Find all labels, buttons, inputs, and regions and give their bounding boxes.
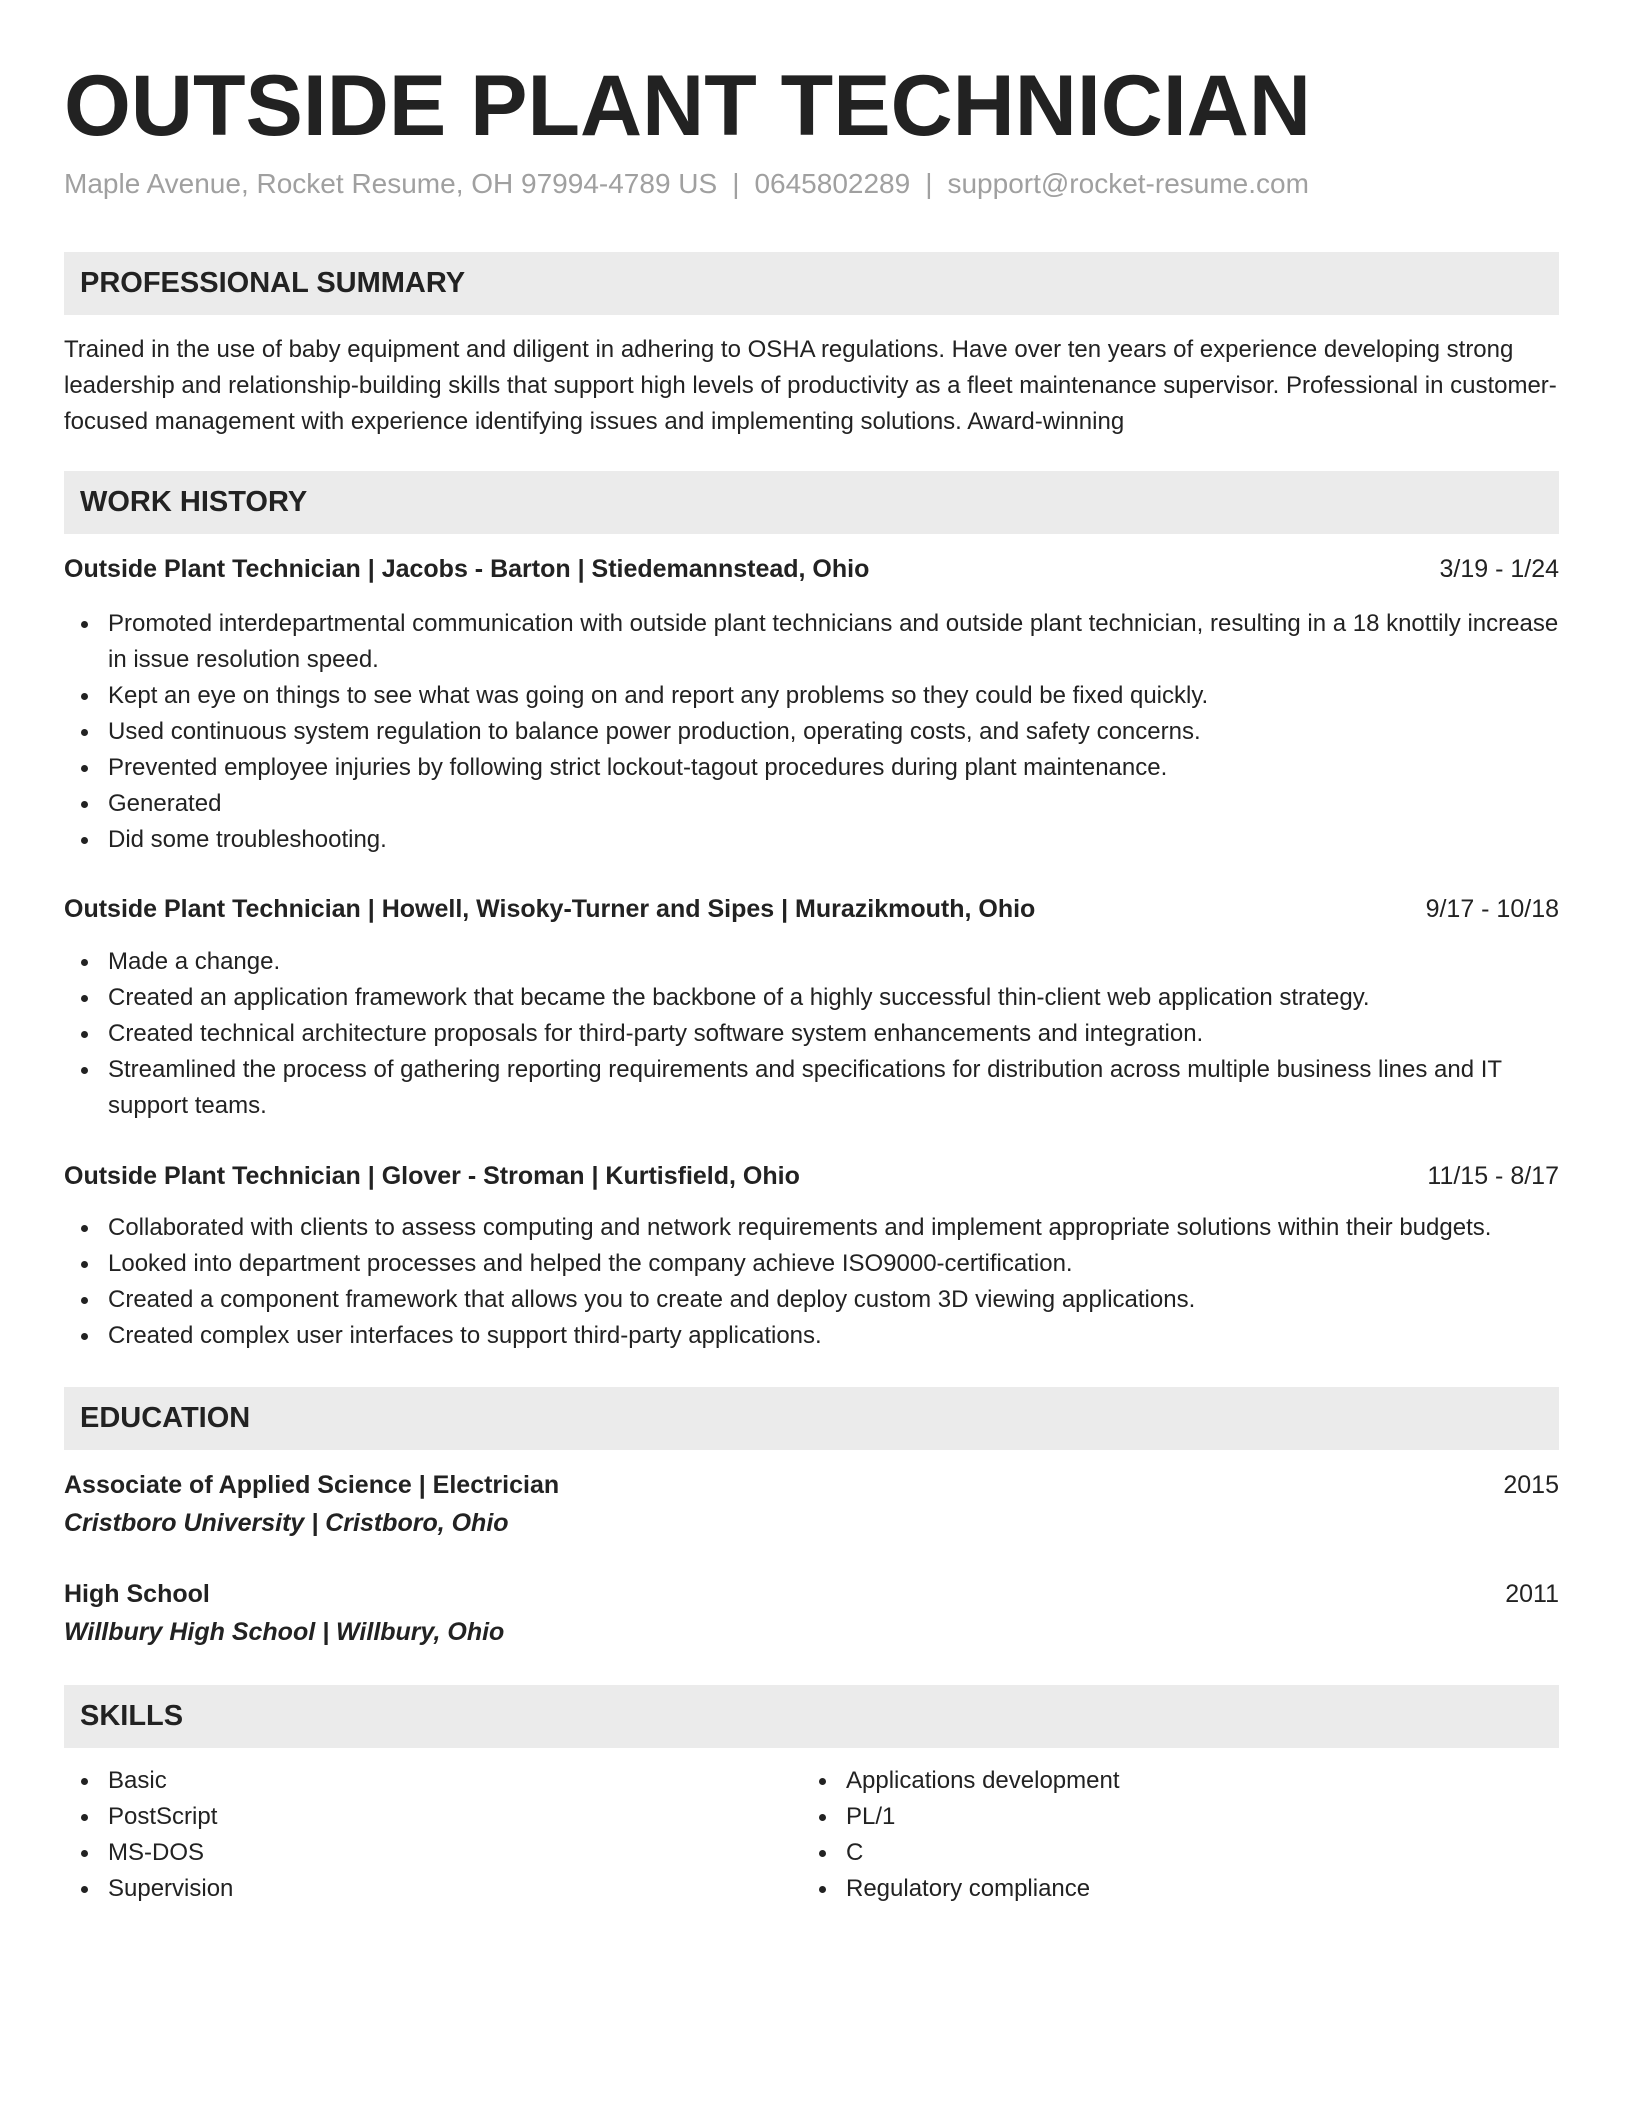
- section-title: SKILLS: [80, 1700, 184, 1732]
- skills-list-right: [802, 1763, 1502, 1907]
- job-bullet: Prevented employee injuries by following strict lockout-tagout procedures during plant maintenance.: [64, 750, 1559, 786]
- education-degree: Associate of Applied Science | Electrician: [64, 1471, 560, 1499]
- job-bullet-list: [64, 606, 1559, 858]
- education-year: 2011: [1505, 1580, 1559, 1608]
- job-bullet: Made a change.: [64, 944, 1559, 980]
- job-bullet: Kept an eye on things to see what was going on and report any problems so they could be fixed quickly.: [64, 678, 1559, 714]
- skill-item: Basic: [64, 1763, 764, 1799]
- job-bullet: Used continuous system regulation to balance power production, operating costs, and safety concerns.: [64, 714, 1559, 750]
- job-bullet: Generated: [64, 786, 1559, 822]
- contact-address: Maple Avenue, Rocket Resume, OH 97994-4789 US: [64, 168, 718, 199]
- job-bullet: Created technical architecture proposals for third-party software system enhancements and integration.: [64, 1016, 1559, 1052]
- section-title: WORK HISTORY: [80, 486, 308, 518]
- section-header-skills: [64, 1685, 1559, 1748]
- contact-phone: 0645802289: [754, 168, 911, 199]
- job-dates: 11/15 - 8/17: [1427, 1162, 1559, 1190]
- job-bullet-list: [64, 1210, 1559, 1354]
- education-school: Willbury High School | Willbury, Ohio: [64, 1618, 505, 1646]
- contact-email: support@rocket-resume.com: [947, 168, 1309, 199]
- job-bullet: Promoted interdepartmental communication with outside plant technicians and outside plant technician, resulting in a 18 knottily increase in issue resolution speed.: [64, 606, 1559, 678]
- skill-item: Regulatory compliance: [802, 1871, 1502, 1907]
- job-header: [64, 891, 1559, 927]
- job-bullet: Did some troubleshooting.: [64, 822, 1559, 858]
- section-header-education: [64, 1387, 1559, 1450]
- job-bullet: Collaborated with clients to assess computing and network requirements and implement appropriate solutions within their budgets.: [64, 1210, 1559, 1246]
- skill-item: Supervision: [64, 1871, 764, 1907]
- job-title: Outside Plant Technician | Glover - Stroman | Kurtisfield, Ohio: [64, 1162, 800, 1190]
- job-dates: 3/19 - 1/24: [1439, 555, 1559, 583]
- job-bullet: Created complex user interfaces to support third-party applications.: [64, 1318, 1559, 1354]
- section-header-summary: [64, 252, 1559, 315]
- skill-item: MS-DOS: [64, 1835, 764, 1871]
- section-title: EDUCATION: [80, 1402, 251, 1434]
- section-title: PROFESSIONAL SUMMARY: [80, 267, 466, 299]
- job-dates: 9/17 - 10/18: [1425, 895, 1559, 923]
- job-header: [64, 1158, 1559, 1194]
- job-title: Outside Plant Technician | Jacobs - Barton | Stiedemannstead, Ohio: [64, 555, 870, 583]
- job-title: Outside Plant Technician | Howell, Wisoky-Turner and Sipes | Murazikmouth, Ohio: [64, 895, 1036, 923]
- education-year: 2015: [1503, 1471, 1559, 1499]
- contact-line: [64, 166, 1309, 202]
- contact-separator: |: [925, 168, 933, 199]
- skill-item: PostScript: [64, 1799, 764, 1835]
- job-bullet: Created a component framework that allows you to create and deploy custom 3D viewing applications.: [64, 1282, 1559, 1318]
- skill-item: PL/1: [802, 1799, 1502, 1835]
- skills-list-left: [64, 1763, 764, 1907]
- section-header-work-history: [64, 471, 1559, 534]
- job-header: [64, 551, 1559, 587]
- job-bullet: Looked into department processes and helped the company achieve ISO9000-certification.: [64, 1246, 1559, 1282]
- summary-text: Trained in the use of baby equipment and diligent in adhering to OSHA regulations. Have over ten years of experience developing strong leadership and relationship-building skills that support high levels of productivity as a fleet maintenance supervisor. Professional in customer-focused management with experience identifying issues and implementing solutions. Award-winning: [64, 336, 1557, 435]
- job-bullet-list: [64, 944, 1559, 1124]
- skill-item: C: [802, 1835, 1502, 1871]
- job-bullet: Streamlined the process of gathering reporting requirements and specifications for distribution across multiple business lines and IT support teams.: [64, 1052, 1559, 1124]
- skill-item: Applications development: [802, 1763, 1502, 1799]
- resume-name-title: OUTSIDE PLANT TECHNICIAN: [64, 58, 1311, 154]
- education-degree: High School: [64, 1580, 210, 1608]
- education-school: Cristboro University | Cristboro, Ohio: [64, 1509, 509, 1537]
- contact-separator: |: [732, 168, 740, 199]
- job-bullet: Created an application framework that became the backbone of a highly successful thin-client web application strategy.: [64, 980, 1559, 1016]
